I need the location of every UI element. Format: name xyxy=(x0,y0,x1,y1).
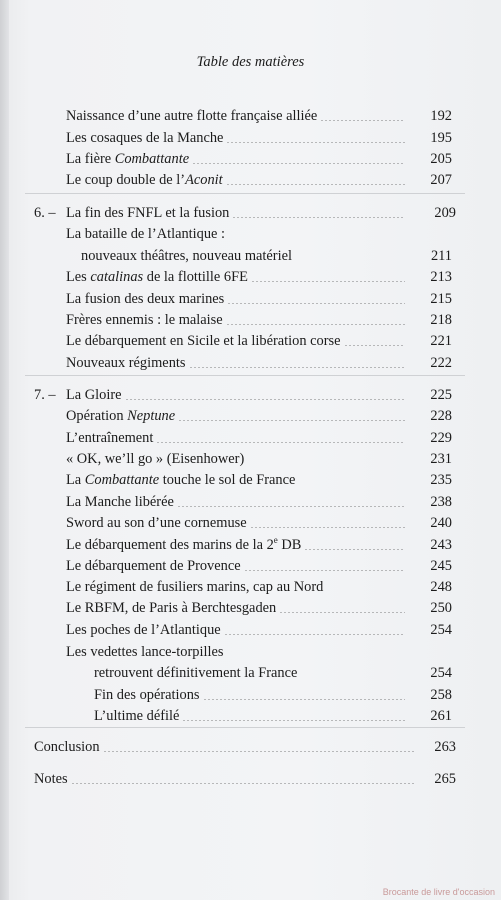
toc-title-part: Les cosaques de la Manche xyxy=(66,130,224,146)
toc-entry xyxy=(66,289,408,309)
dot-leader xyxy=(178,420,405,421)
toc-entry-row xyxy=(66,598,408,618)
toc-title-part: Aconit xyxy=(185,172,223,188)
toc-entry xyxy=(34,203,408,223)
toc-entry-title xyxy=(66,513,247,533)
toc-title-part: Naissance d’une autre flotte française alliée xyxy=(66,108,318,124)
page-number: 254 xyxy=(430,622,452,638)
toc-entry-title xyxy=(66,170,223,190)
toc-entry-row xyxy=(66,577,408,597)
dot-leader xyxy=(71,783,415,784)
toc-entry xyxy=(66,620,408,640)
dot-leader xyxy=(189,367,406,368)
dot-leader xyxy=(177,506,405,507)
toc-entry-title xyxy=(66,203,229,223)
toc-title-part: Combattante xyxy=(84,472,160,488)
dot-leader xyxy=(226,324,405,325)
chapter-number: 6. – xyxy=(34,205,60,221)
toc-entry-title xyxy=(66,642,223,662)
dot-leader xyxy=(226,142,405,143)
toc-title-part: Les xyxy=(66,269,91,285)
page-number: 221 xyxy=(430,333,452,349)
toc-title-part: Les vedettes lance-torpilles xyxy=(66,644,224,660)
toc-entry-title xyxy=(66,406,175,426)
page-number: 195 xyxy=(430,130,452,146)
toc-title-part: e xyxy=(273,535,278,546)
toc-entry-title xyxy=(66,353,186,373)
toc-title-part: Neptune xyxy=(127,408,176,424)
toc-entry-row xyxy=(66,289,408,309)
toc-entry-row xyxy=(66,470,408,490)
toc-entry xyxy=(34,737,418,757)
section-divider xyxy=(25,193,465,194)
toc-entry-row xyxy=(66,620,408,640)
toc-entry xyxy=(66,642,408,662)
dot-leader xyxy=(244,570,405,571)
toc-title-part: Le débarquement des marins de la 2 xyxy=(66,537,274,553)
page-number: 205 xyxy=(430,151,452,167)
toc-entry-title xyxy=(66,128,223,148)
page-number: 261 xyxy=(430,708,452,724)
toc-entry-title xyxy=(66,535,301,555)
page-number: 207 xyxy=(430,172,452,188)
page-number: 254 xyxy=(430,665,452,681)
page-number: 258 xyxy=(430,687,452,703)
page-number: 265 xyxy=(434,771,456,787)
page-number: 229 xyxy=(430,430,452,446)
toc-title-part: Opération xyxy=(66,408,128,424)
toc-title-part: Sword au son d’une cornemuse xyxy=(66,515,247,531)
toc-entry-title xyxy=(66,385,122,405)
page-number: 225 xyxy=(430,387,452,403)
dot-leader xyxy=(224,634,405,635)
dot-leader xyxy=(103,751,415,752)
dot-leader xyxy=(344,345,405,346)
toc-entry-row xyxy=(66,149,408,169)
page-number: 213 xyxy=(430,269,452,285)
page-number: 235 xyxy=(430,472,452,488)
toc-entry-row xyxy=(66,331,408,351)
dot-leader xyxy=(192,163,405,164)
page-number: 263 xyxy=(434,739,456,755)
toc-entry xyxy=(66,428,408,448)
watermark-text: Brocante de livre d'occasion xyxy=(382,887,495,897)
toc-entry xyxy=(34,385,408,405)
toc-entry-title xyxy=(66,470,295,490)
toc-entry xyxy=(81,246,408,266)
toc-entry-row xyxy=(66,170,408,190)
toc-title-part: Le régiment de fusiliers marins, cap au Nord xyxy=(66,579,324,595)
toc-entry-title xyxy=(66,149,189,169)
toc-title-part: La fière xyxy=(66,151,115,167)
toc-title-part: L’entraînement xyxy=(66,430,154,446)
chapter-number: 7. – xyxy=(34,387,60,403)
book-gutter-shadow xyxy=(0,0,9,900)
toc-title-part: Le RBFM, de Paris à Berchtesgaden xyxy=(66,600,277,616)
toc-title-part: L’ultime défilé xyxy=(94,708,180,724)
page-number: 245 xyxy=(430,558,452,574)
dot-leader xyxy=(232,217,405,218)
toc-entry-title xyxy=(34,737,100,757)
toc-title-part: Les poches de l’Atlantique xyxy=(66,622,221,638)
page-number: 209 xyxy=(434,205,456,221)
toc-entry xyxy=(66,224,408,244)
toc-entry-row xyxy=(94,685,408,705)
toc-entry-row xyxy=(66,106,408,126)
toc-title-part: La fusion des deux marines xyxy=(66,291,225,307)
toc-title-part: Combattante xyxy=(114,151,190,167)
toc-entry xyxy=(66,470,408,490)
toc-title-part: DB xyxy=(277,537,302,553)
toc-title-part: Le débarquement de Provence xyxy=(66,558,241,574)
toc-title-part: Notes xyxy=(34,771,68,787)
toc-entry-row xyxy=(66,128,408,148)
dot-leader xyxy=(226,184,405,185)
toc-entry-row xyxy=(66,556,408,576)
page-number: 250 xyxy=(430,600,452,616)
toc-entry xyxy=(66,598,408,618)
toc-entry-row xyxy=(66,535,408,555)
toc-title-part: La bataille de l’Atlantique : xyxy=(66,226,226,242)
toc-entry-title xyxy=(66,598,276,618)
running-head: Table des matières xyxy=(196,54,305,70)
toc-title-part: La xyxy=(66,472,85,488)
toc-entry xyxy=(94,685,408,705)
toc-entry xyxy=(66,106,408,126)
toc-entry-row xyxy=(66,513,408,533)
dot-leader xyxy=(156,442,405,443)
dot-leader xyxy=(203,699,405,700)
toc-entry-title xyxy=(66,106,317,126)
toc-entry xyxy=(66,535,408,555)
toc-entry-row xyxy=(34,385,408,405)
toc-entry-title xyxy=(66,428,153,448)
page-number: 211 xyxy=(430,248,452,264)
toc-entry-title xyxy=(66,224,225,244)
toc-entry-title xyxy=(66,556,241,576)
toc-title-part: Conclusion xyxy=(34,739,100,755)
toc-entry-title xyxy=(81,246,292,266)
page-number: 238 xyxy=(430,494,452,510)
toc-entry-row xyxy=(34,769,418,789)
toc-entry xyxy=(66,449,408,469)
toc-entry-title xyxy=(94,706,179,726)
dot-leader xyxy=(182,720,405,721)
page-number: 248 xyxy=(430,579,452,595)
toc-entry xyxy=(66,577,408,597)
toc-title-part: de la flottille 6FE xyxy=(143,269,248,285)
toc-entry-title xyxy=(94,685,200,705)
toc-title-part: « OK, we’ll go » (Eisenhower) xyxy=(66,451,245,467)
toc-entry-title xyxy=(66,492,174,512)
toc-title-part: La Gloire xyxy=(66,387,122,403)
toc-entry-title xyxy=(66,331,341,351)
toc-title-part: catalinas xyxy=(90,269,144,285)
toc-entry xyxy=(94,706,408,726)
toc-entry-title xyxy=(66,577,323,597)
toc-entry xyxy=(66,353,408,373)
toc-entry-row xyxy=(34,737,418,757)
toc-entry-row xyxy=(66,449,408,469)
toc-entry-row xyxy=(66,406,408,426)
toc-entry xyxy=(66,149,408,169)
page-number: 240 xyxy=(430,515,452,531)
dot-leader xyxy=(251,281,405,282)
dot-leader xyxy=(279,612,405,613)
toc-entry-row xyxy=(94,663,408,683)
page-number: 231 xyxy=(430,451,452,467)
dot-leader xyxy=(227,303,405,304)
toc-entry-row xyxy=(66,492,408,512)
toc-entry-title xyxy=(66,449,244,469)
toc-title-part: Le coup double de l’ xyxy=(66,172,186,188)
toc-title-part: nouveaux théâtres, nouveau matériel xyxy=(81,248,292,264)
toc-title-part: Fin des opérations xyxy=(94,687,200,703)
toc-entry-row xyxy=(66,428,408,448)
dot-leader xyxy=(304,549,405,550)
page-number: 228 xyxy=(430,408,452,424)
toc-entry xyxy=(66,331,408,351)
toc-entry-title xyxy=(66,267,248,287)
page-number: 222 xyxy=(430,355,452,371)
toc-entry-title xyxy=(34,769,68,789)
toc-entry-row xyxy=(34,203,408,223)
toc-title-part: Frères ennemis : le malaise xyxy=(66,312,223,328)
toc-entry-title xyxy=(66,310,223,330)
toc-entry-row xyxy=(81,246,408,266)
toc-entry xyxy=(66,267,408,287)
section-divider xyxy=(25,727,465,728)
toc-entry xyxy=(66,128,408,148)
page-number: 192 xyxy=(430,108,452,124)
dot-leader xyxy=(250,527,405,528)
dot-leader xyxy=(320,120,405,121)
toc-title-part: La fin des FNFL et la fusion xyxy=(66,205,230,221)
toc-entry xyxy=(94,663,408,683)
section-divider xyxy=(25,375,465,376)
toc-entry-title xyxy=(66,289,224,309)
toc-title-part: Nouveaux régiments xyxy=(66,355,186,371)
toc-entry xyxy=(66,406,408,426)
toc-title-part: retrouvent définitivement la France xyxy=(94,665,298,681)
page-number: 218 xyxy=(430,312,452,328)
page-number: 243 xyxy=(430,537,452,553)
toc-entry xyxy=(66,310,408,330)
toc-title-part: Le débarquement en Sicile et la libération corse xyxy=(66,333,341,349)
toc-title-part: La Manche libérée xyxy=(66,494,174,510)
toc-title-part: touche le sol de France xyxy=(159,472,296,488)
toc-entry xyxy=(66,556,408,576)
page-number: 215 xyxy=(430,291,452,307)
dot-leader xyxy=(125,399,405,400)
toc-entry-title xyxy=(94,663,297,683)
toc-entry-row xyxy=(66,353,408,373)
toc-entry-row xyxy=(66,267,408,287)
toc-entry-title xyxy=(66,620,221,640)
toc-entry xyxy=(66,513,408,533)
toc-entry-row xyxy=(66,310,408,330)
toc-entry-row xyxy=(66,642,408,662)
toc-entry-row xyxy=(94,706,408,726)
toc-entry-row xyxy=(66,224,408,244)
toc-entry xyxy=(34,769,418,789)
toc-entry xyxy=(66,492,408,512)
toc-entry xyxy=(66,170,408,190)
